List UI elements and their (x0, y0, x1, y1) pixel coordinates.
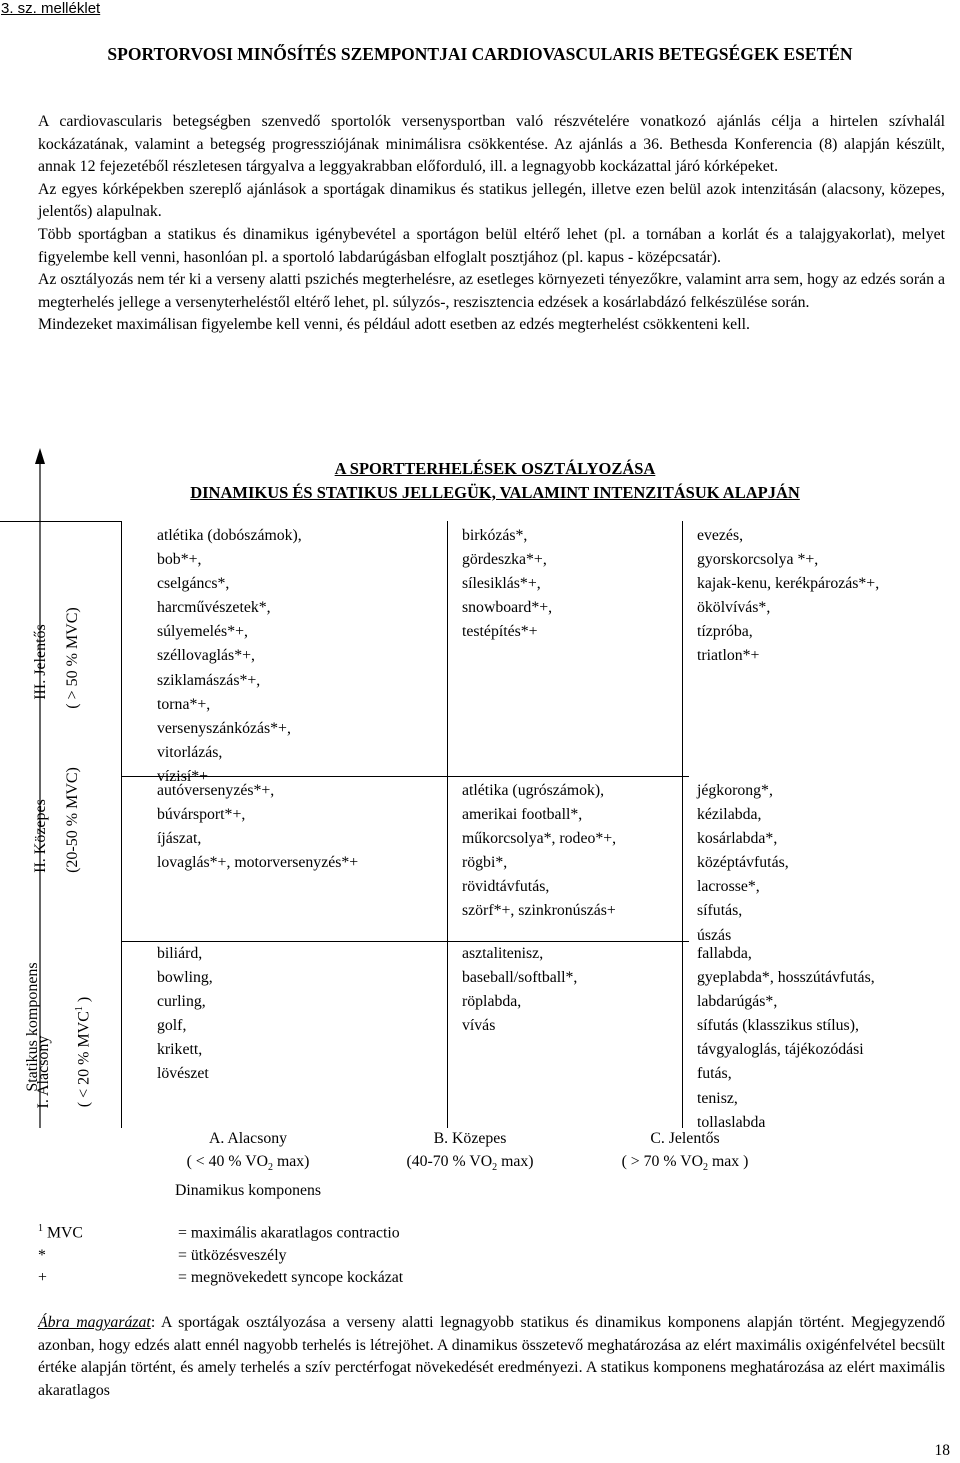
dynamic-level-medium (370, 1127, 570, 1179)
sport-item: evezés, (697, 527, 744, 544)
legend-text: = ütközésveszély (178, 1246, 287, 1264)
cell-medium-static-medium-dynamic (462, 779, 616, 924)
cell-medium-static-high-dynamic (697, 779, 789, 948)
sport-item: sziklamászás*+, (157, 671, 261, 689)
sport-item: harcművészetek*, (157, 599, 271, 617)
sport-item: széllovaglás*+, (157, 647, 255, 665)
sport-item: autóversenyzés*+, (157, 782, 275, 799)
sport-item: távgyaloglás, tájékozódási (697, 1041, 864, 1059)
sport-item: sífutás, (697, 902, 743, 920)
legend-row-mvc (38, 1218, 403, 1245)
sport-item: fallabda, (697, 945, 752, 962)
sport-item: rövidtávfutás, (462, 878, 550, 896)
sport-item: krikett, (157, 1041, 203, 1059)
cell-medium-static-low-dynamic (157, 779, 358, 875)
sport-item: gördeszka*+, (462, 551, 547, 569)
grid-divider-x1 (121, 521, 122, 1128)
sport-item: tollaslabda (697, 1113, 766, 1131)
cell-high-static-low-dynamic (157, 524, 302, 789)
legend-text: = megnövekedett syncope kockázat (178, 1269, 404, 1287)
dynamic-level-high (585, 1127, 785, 1179)
legend-row-syncope (38, 1267, 403, 1290)
sport-item: torna*+, (157, 695, 211, 713)
sport-item: súlyemelés*+, (157, 623, 248, 641)
intro-paragraph: Az osztályozás nem tér ki a verseny alatti pszichés megterhelésre, az esetleges környezeti tényezőkre, valamint arra sem, hogy az edzés során a megterhelés jellege a versenyterheléstől eltérő lehet, pl. súlyzós-, reszisztencia edzések a kosárlabdázó felkészülése során. (38, 271, 945, 311)
sport-item: biliárd, (157, 945, 203, 962)
sport-item: búvársport*+, (157, 806, 246, 824)
dynamic-range-text: max) (273, 1153, 310, 1170)
sport-item: tenisz, (697, 1089, 738, 1107)
dynamic-range-text: ( < 40 % VO (186, 1153, 269, 1170)
sport-item: snowboard*+, (462, 599, 553, 617)
static-level-low-footnote: 1 (74, 1006, 85, 1012)
sport-item: ökölvívás*, (697, 599, 771, 617)
legend-symbol: * (38, 1246, 46, 1264)
sport-item: sílesiklás*+, (462, 575, 541, 593)
legend-text: = maximális akaratlagos contractio (178, 1224, 400, 1242)
dynamic-level-high-range (585, 1150, 785, 1179)
sport-item: labdarúgás*, (697, 993, 778, 1011)
sport-item: jégkorong*, (697, 782, 773, 799)
static-level-high-range: ( > 50 % MVC) (64, 607, 81, 709)
sport-item: íjászat, (157, 830, 202, 848)
dynamic-level-medium-range (370, 1150, 570, 1179)
sport-item: kajak-kenu, kerékpározás*+, (697, 575, 880, 593)
dynamic-range-text: max ) (708, 1153, 749, 1170)
dynamic-level-low-range (148, 1150, 348, 1179)
legend (38, 1218, 403, 1290)
sport-item: vitorlázás, (157, 743, 223, 761)
static-level-high-name: III. Jelentős (32, 624, 49, 700)
dynamic-range-text: ( > 70 % VO (621, 1153, 704, 1170)
sport-item: középtávfutás, (697, 854, 789, 872)
cell-high-static-medium-dynamic (462, 524, 552, 644)
cell-low-static-high-dynamic (697, 942, 875, 1135)
static-level-low-name: I. Alacsony (35, 1035, 52, 1109)
section-title-line-2: DINAMIKUS ÉS STATIKUS JELLEGÜK, VALAMINT INTENZITÁSUK ALAPJÁN (190, 483, 800, 502)
sport-item: versenyszánkózás*+, (157, 719, 291, 737)
dynamic-axis-label: Dinamikus komponens (174, 1182, 322, 1200)
sport-item: curling, (157, 993, 206, 1011)
cell-high-static-high-dynamic (697, 524, 879, 669)
annex-label: 3. sz. melléklet (1, 0, 101, 17)
static-level-low-range (71, 977, 93, 1127)
sport-item: atlétika (dobószámok), (157, 527, 302, 544)
legend-row-collision (38, 1245, 403, 1268)
legend-symbol: MVC (43, 1224, 83, 1242)
sport-item: golf, (157, 1017, 187, 1035)
legend-footnote-mark: 1 (38, 1223, 43, 1234)
dynamic-level-medium-name: B. Közepes (433, 1130, 507, 1147)
sport-item: rögbi*, (462, 854, 508, 872)
sport-item: tízpróba, (697, 623, 753, 641)
dynamic-level-low (148, 1127, 348, 1202)
figure-explanation (38, 1312, 945, 1403)
page-number: 18 (934, 1442, 950, 1459)
dynamic-level-low-name: A. Alacsony (208, 1130, 288, 1147)
explanation-label: Ábra magyarázat (38, 1314, 151, 1331)
grid-top-border (0, 521, 121, 522)
sport-item: röplabda, (462, 993, 522, 1011)
sport-item: atlétika (ugrószámok), (462, 782, 605, 799)
sport-item: kosárlabda*, (697, 830, 778, 848)
dynamic-range-sub: 2 (492, 1162, 498, 1174)
sport-item: futás, (697, 1065, 732, 1083)
sport-item: gyeplabda*, hosszútávfutás, (697, 969, 875, 987)
dynamic-range-sub: 2 (703, 1162, 709, 1174)
dynamic-range-text: (40-70 % VO (406, 1153, 493, 1170)
dynamic-range-text: max) (497, 1153, 534, 1170)
sport-item: gyorskorcsolya *+, (697, 551, 819, 569)
sport-item: testépítés*+ (462, 623, 538, 641)
sport-item: bob*+, (157, 551, 202, 569)
sport-item: cselgáncs*, (157, 575, 230, 593)
grid-divider-x2 (447, 521, 448, 1128)
explanation-text: : A sportágak osztályozása a verseny alatti legnagyobb statikus és dinamikus komponens alapján történt. Megjegyzendő azonban, hogy edzés alatt ennél nagyobb terhelés is létrejöhet. A dinamikus összetevő meghatározása az elért maximális oxigénfelvétel becsült értéke alapján történt, és amely terhelés a szív perctérfogat növekedését eredményezi. A statikus komponens meghatározása az elért maximális akaratlagos (38, 1314, 945, 1400)
static-level-medium-range: (20-50 % MVC) (64, 767, 81, 873)
sport-item: sífutás (klasszikus stílus), (697, 1017, 859, 1035)
grid-divider-x3 (682, 521, 683, 1128)
section-title-line-1: A SPORTTERHELÉSEK OSZTÁLYOZÁSA (334, 459, 656, 478)
sport-item: lacrosse*, (697, 878, 760, 896)
sport-item: úszás (697, 926, 732, 944)
sport-item: műkorcsolya*, rodeo*+, (462, 830, 617, 848)
intro-paragraph: Az egyes kórképekben szereplő ajánlások a sportágak dinamikus és statikus jellegén, illetve ezen belül azok intenzitásán (alacsony, közepes, jelentős) alapulnak. (38, 180, 945, 221)
sport-item: birkózás*, (462, 527, 528, 544)
static-axis-label: Statikus komponens (24, 962, 41, 1092)
intro-paragraph: A cardiovascularis betegségben szenvedő sportolók versenysportban való részvételére vonatkozó ajánlás célja a hirtelen szívhalál kockázatának, valamint a betegség progressziójának minimálisra csökkentése. Az ajánlás a 36. Bethesda Konferencia (8) alapján készült, annak 12 fejezetéből részletesen tárgyalva a leggyakrabban előforduló, ill. a legnagyobb kockázattal járó kórképeket. (38, 113, 945, 176)
intro-text (38, 111, 945, 337)
sport-item: amerikai football*, (462, 806, 583, 824)
sport-item: triatlon*+ (697, 647, 760, 665)
section-title (80, 457, 910, 505)
dynamic-range-sub: 2 (268, 1162, 274, 1174)
sport-item: vívás (462, 1017, 496, 1035)
legend-symbol: + (38, 1269, 47, 1287)
sport-item: asztalitenisz, (462, 945, 544, 962)
sport-item: lovaglás*+, motorversenyzés*+ (157, 854, 359, 872)
sport-item: lövészet (157, 1065, 209, 1083)
sport-item: bowling, (157, 969, 213, 987)
static-level-low-range-text: ( < 20 % MVC (75, 1011, 93, 1108)
cell-low-static-low-dynamic (157, 942, 213, 1087)
sport-item: kézilabda, (697, 806, 762, 824)
sport-item: baseball/softball*, (462, 969, 578, 987)
intro-paragraph: Mindezeket maximálisan figyelembe kell venni, és például adott esetben az edzés megterhelést csökkenteni kell. (38, 316, 750, 334)
document-title: SPORTORVOSI MINŐSÍTÉS SZEMPONTJAI CARDIOVASCULARIS BETEGSÉGEK ESETÉN (107, 44, 853, 64)
cell-low-static-medium-dynamic (462, 942, 577, 1038)
intro-paragraph: Több sportágban a statikus és dinamikus igénybevétel a sportágon belül eltérő lehet (pl. a tornában a korlát és a talajgyakorlat), melyet figyelembe kell venni, hasonlóan pl. a sportoló labdarúgásban elfoglalt posztjához (pl. kapus - középcsatár). (38, 225, 945, 266)
dynamic-level-high-name: C. Jelentős (650, 1130, 720, 1147)
sport-item: szörf*+, szinkronúszás+ (462, 902, 616, 920)
sport-item: vízisí*+ (157, 767, 209, 785)
static-level-medium-name: II. Közepes (32, 799, 49, 873)
static-level-low-range-end: ) (75, 996, 93, 1007)
